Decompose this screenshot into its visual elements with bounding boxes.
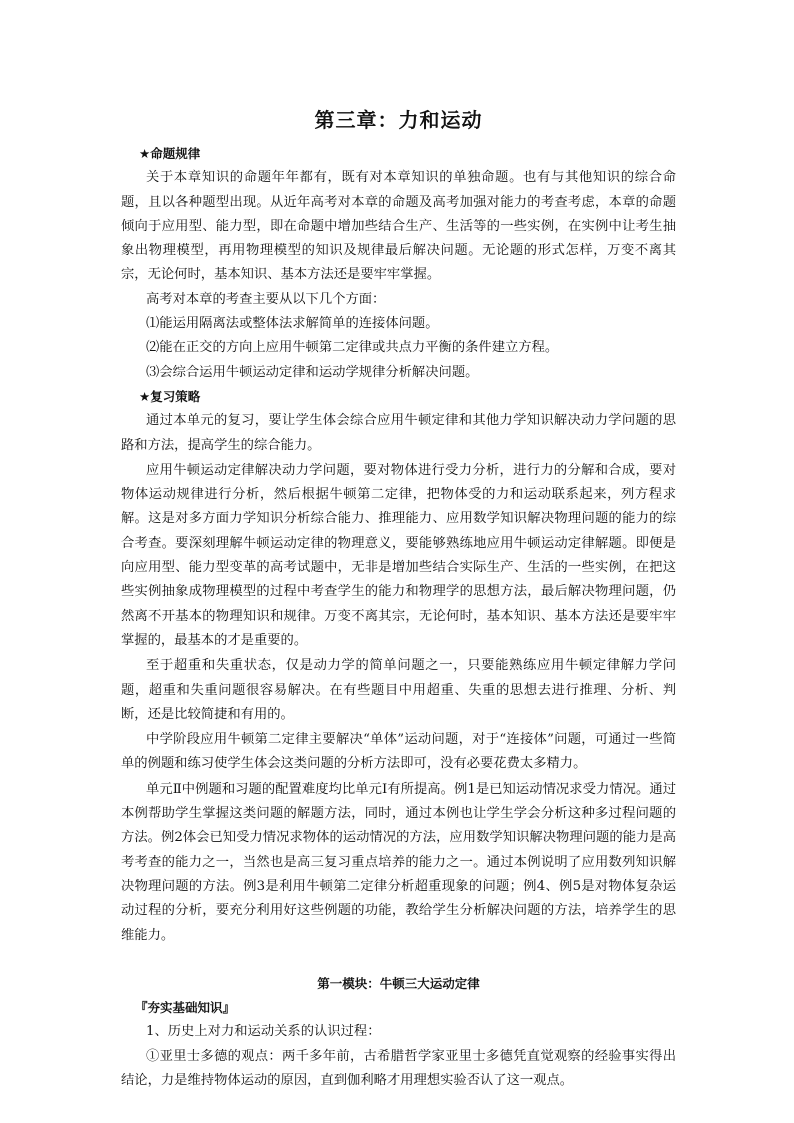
- paragraph: 单元Ⅱ中例题和习题的配置难度均比单元Ⅰ有所提高。例1是已知运动情况求受力情况。通过本例帮助学生掌握这类问题的解题方法，同时，通过本例也让学生学会分析这种多过程问题的方法。例2体会已知受力情况求物体的运动情况的方法，应用数学知识解决物理问题的能力是高考考查的能力之一，当然也是高三复习重点培养的能力之一。通过本例说明了应用数列知识解决物理问题的方法。例3是利用牛顿第二定律分析超重现象的问题；例4、例5是对物体复杂运动过程的分析，要充分利用好这些例题的功能，教给学生分析解决问题的方法，培养学生的思维能力。: [121, 781, 676, 943]
- list-item: 1、历史上对力和运动关系的认识过程：: [146, 1024, 381, 1040]
- paragraph: 应用牛顿运动定律解决动力学问题，要对物体进行受力分析，进行力的分解和合成，要对物体运动规律进行分析，然后根据牛顿第二定律，把物体受的力和运动联系起来，列方程求解。这是对多方面力学知识分析综合能力、推理能力、应用数学知识解决物理问题的能力的综合考查。要深刻理解牛顿运动定律的物理意义，要能够熟练地应用牛顿运动定律解题。即便是向应用型、能力型变革的高考试题中，无非是增加些结合实际生产、生活的一些实例，在把这些实例抽象成物理模型的过程中考查学生的能力和物理学的思想方法，最后解决物理问题，仍然离不开基本的物理知识和规律。万变不离其宗，无论何时，基本知识、基本方法还是要牢牢掌握的，最基本的才是重要的。: [121, 462, 676, 648]
- paragraph: 至于超重和失重状态，仅是动力学的简单问题之一，只要能熟练应用牛顿定律解力学问题，超重和失重问题很容易解决。在有些题目中用超重、失重的思想去进行推理、分析、判断，还是比较简捷和有用的。: [121, 658, 676, 722]
- section-heading-strategy: ★复习策略: [139, 388, 201, 404]
- list-item: ⑵能在正交的方向上应用牛顿第二定律或共点力平衡的条件建立方程。: [146, 340, 559, 356]
- paragraph: ①亚里士多德的观点：两千多年前，古希腊哲学家亚里士多德凭直觉观察的经验事实得出结论，力是维持物体运动的原因，直到伽利略才用理想实验否认了这一观点。: [121, 1048, 676, 1088]
- paragraph: 关于本章知识的命题年年都有，既有对本章知识的单独命题。也有与其他知识的综合命题，且以各种题型出现。从近年高考对本章的命题及高考加强对能力的考查考虑，本章的命题倾向于应用型、能力型，即在命题中增加些结合生产、生活等的一些实例，在实例中让考生抽象出物理模型，再用物理模型的知识及规律最后解决问题。无论题的形式怎样，万变不离其宗，无论何时，基本知识、基本方法还是要牢牢掌握。: [121, 170, 676, 283]
- paragraph: 通过本单元的复习，要让学生体会综合应用牛顿定律和其他力学知识解决动力学问题的思路和方法，提高学生的综合能力。: [121, 413, 676, 453]
- module-title: 第一模块：牛顿三大运动定律: [317, 975, 480, 991]
- knowledge-heading: 『夯实基础知识』: [135, 1000, 236, 1016]
- paragraph: 高考对本章的考查主要从以下几个方面：: [146, 291, 386, 307]
- paragraph: 中学阶段应用牛顿第二定律主要解决“单体”运动问题，对于“连接体”问题，可通过一些简单的例题和练习使学生体会这类问题的分析方法即可，没有必要花费太多精力。: [121, 732, 676, 772]
- chapter-title: 第三章：力和运动: [314, 108, 483, 132]
- section-heading-rules: ★命题规律: [139, 146, 201, 161]
- list-item: ⑶会综合运用牛顿运动定律和运动学规律分析解决问题。: [146, 364, 479, 380]
- list-item: ⑴能运用隔离法或整体法求解简单的连接体问题。: [146, 316, 439, 332]
- document-content: [121, 106, 676, 1093]
